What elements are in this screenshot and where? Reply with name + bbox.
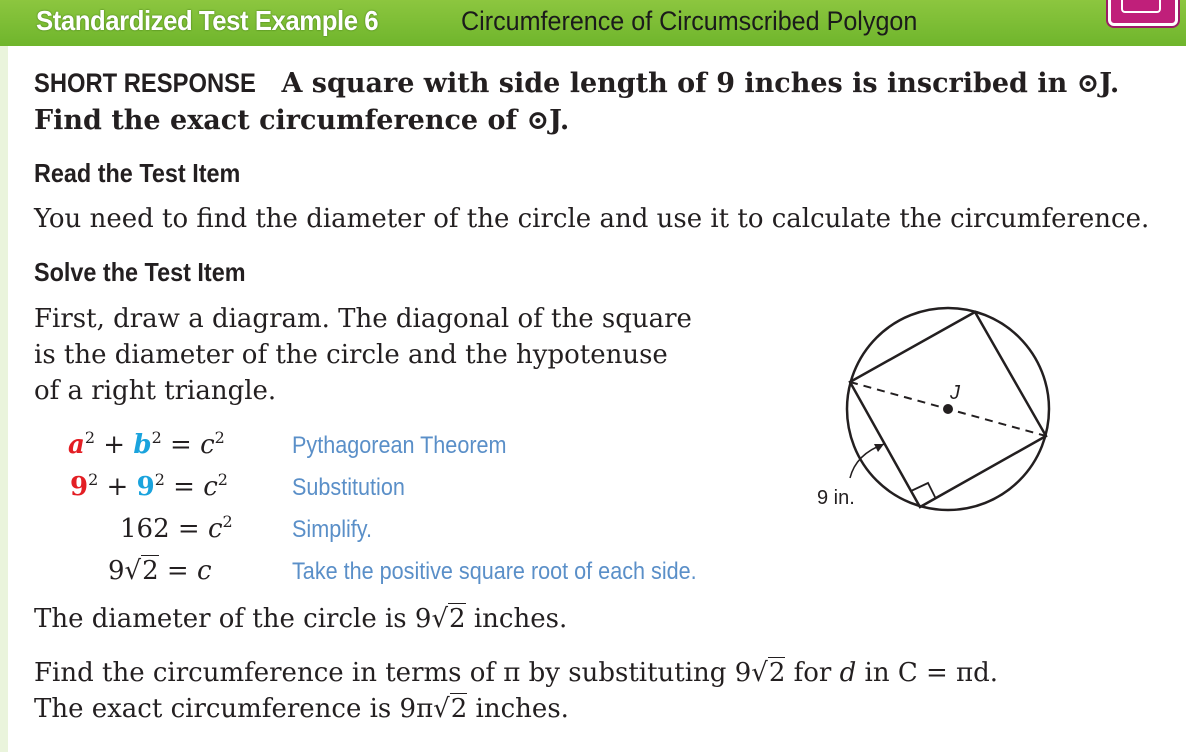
question-line-1 (34, 68, 1119, 99)
read-heading: Read the Test Item (34, 158, 241, 188)
reason-4: Take the positive square root of each side. (292, 558, 697, 585)
example-header (0, 0, 1186, 46)
equation-4: 9√2 = c (108, 556, 212, 586)
exact-answer: The exact circumference is 9π√2 inches. (34, 694, 569, 724)
intro-line-2: is the diameter of the circle and the hypotenuse (34, 340, 668, 370)
intro-line-3: of a right triangle. (34, 376, 277, 406)
speech-bubble-icon (1121, 0, 1161, 13)
intro-line-1: First, draw a diagram. The diagonal of the square (34, 304, 692, 334)
inscribed-square-diagram (810, 296, 1060, 526)
equation-1: $a^2 + b^2 = c^2$ (68, 428, 225, 460)
reason-1: Pythagorean Theorem (292, 432, 507, 459)
side-length-label: 9 in. (817, 487, 855, 509)
equation-2: $9^2 + 9^2 = c^2$ (70, 470, 228, 502)
circumference-statement: Find the circumference in terms of π by substituting 9√2 for d in C = πd. (34, 658, 999, 688)
example-tag: Standardized Test Example 6 (36, 5, 379, 36)
short-response-label: SHORT RESPONSE (34, 68, 256, 98)
diameter-statement: The diameter of the circle is 9√2 inches. (34, 604, 568, 634)
tutor-button[interactable] (1108, 0, 1178, 26)
question-text-1: A square with side length of 9 inches is inscribed in ⊙J. (281, 68, 1120, 99)
reason-3: Simplify. (292, 516, 373, 543)
example-title: Circumference of Circumscribed Polygon (461, 6, 918, 36)
reason-2: Substitution (292, 474, 405, 501)
center-point (943, 404, 953, 414)
read-text: You need to find the diameter of the circle and use it to calculate the circumference. (34, 204, 1150, 234)
left-margin-stripe (0, 46, 8, 752)
question-text-2: Find the exact circumference of ⊙J. (34, 105, 570, 136)
center-label: J (950, 382, 960, 404)
question-line-2 (34, 105, 569, 136)
equation-3: $162 = c^2$ (120, 512, 233, 544)
solve-heading: Solve the Test Item (34, 257, 246, 287)
